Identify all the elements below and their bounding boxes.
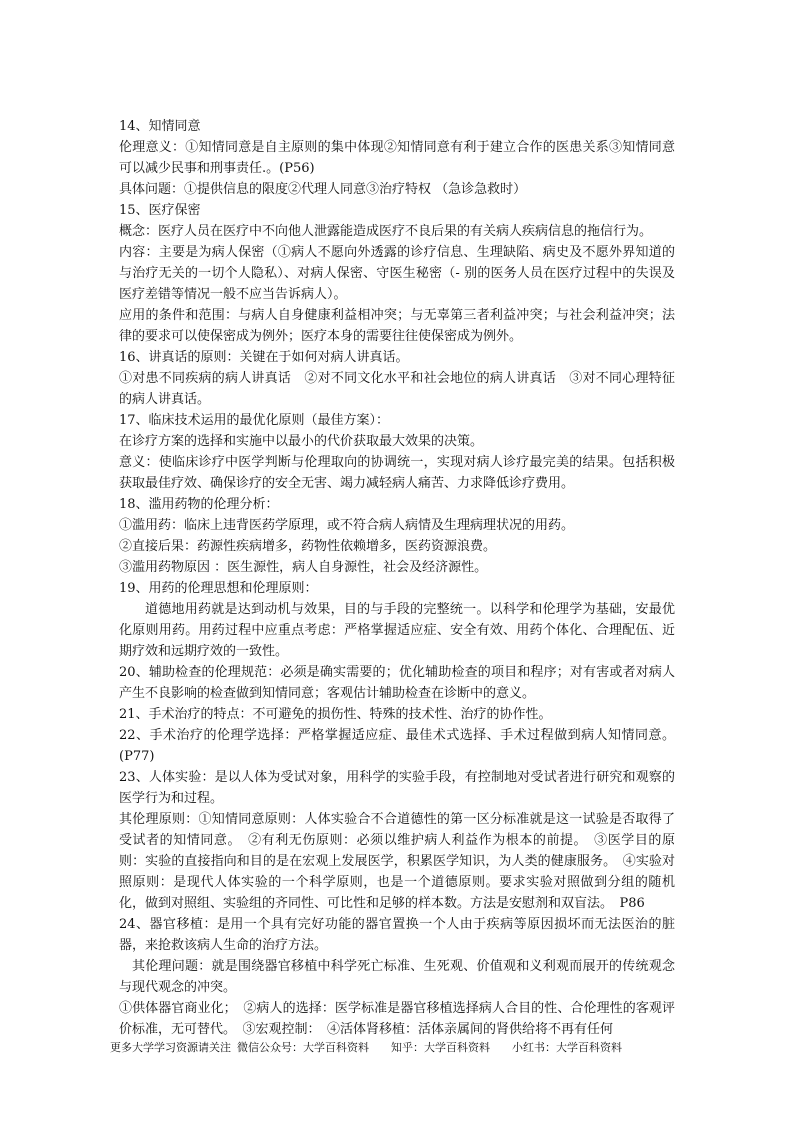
paragraph: 19、用药的伦理思想和伦理原则： [119, 581, 318, 596]
paragraph: 其伦理原则：①知情同意原则：人体实验合不合道德性的第一区分标准就是这一试验是否取得了受试者的知情同意。 ②有利无伤原则：必须以维护病人利益作为根本的前提。 ③医学目的原则：实验的直接指向和目的是在宏观上发展医学，积累医学知识，为人类的健康服务。 ④实验对照原则：是现代人体实验的一个科学原则，也是一个道德原则。要求实验对照做到分组的随机化，做到对照组、实验组的齐同性、可比性和足够的样本数。方法是安慰剂和双盲法。 P86 [119, 812, 675, 911]
paragraph: 20、辅助检查的伦理规范：必须是确实需要的；优化辅助检查的项目和程序；对有害或者对病人产生不良影响的检查做到知情同意；客观估计辅助检查在诊断中的意义。 [119, 665, 675, 701]
footer-zhihu-text: 知乎：大学百科资料 [391, 1041, 490, 1054]
paragraph: 21、手术治疗的特点：不可避免的损伤性、特殊的技术性、治疗的协作性。 [119, 707, 552, 722]
paragraph: 其伦理问题：就是围绕器官移植中科学死亡标准、生死观、价值观和义利观而展开的传统观念与现代观念的冲突。 [119, 959, 675, 995]
paragraph: ①对患不同疾病的病人讲真话 ②对不同文化水平和社会地位的病人讲真话 ③对不同心理特征的病人讲真话。 [119, 371, 675, 407]
paragraph: 16、讲真话的原则：关键在于如何对病人讲真话。 [119, 350, 409, 365]
paragraph: 概念：医疗人员在医疗中不向他人泄露能造成医疗不良后果的有关病人疾病信息的拖信行为。 [119, 224, 653, 239]
paragraph: 15、医疗保密 [119, 203, 201, 218]
paragraph: 23、人体实验：是以人体为受试对象，用科学的实验手段，有控制地对受试者进行研究和观察的医学行为和过程。 [119, 770, 675, 806]
paragraph: 17、临床技术运用的最优化原则（最佳方案）： [119, 413, 390, 428]
paragraph: ②直接后果：药源性疾病增多，药物性依赖增多，医药资源浪费。 [119, 539, 497, 554]
paragraph: 22、手术治疗的伦理学选择：严格掌握适应症、最佳术式选择、手术过程做到病人知情同意。(P77) [119, 728, 675, 764]
paragraph: 内容：主要是为病人保密（①病人不愿向外透露的诊疗信息、生理缺陷、病史及不愿外界知道的与治疗无关的一切个人隐私）、对病人保密、守医生秘密（- 别的医务人员在医疗过程中的失误及医疗差错等情况一般不应当告诉病人）。 [119, 245, 675, 302]
paragraph: 18、滥用药物的伦理分析： [119, 497, 279, 512]
paragraph: 意义：使临床诊疗中医学判断与伦理取向的协调统一，实现对病人诊疗最完美的结果。包括积极获取最佳疗效、确保诊疗的安全无害、竭力减轻病人痛苦、力求降低诊疗费用。 [119, 455, 675, 491]
page-footer [110, 1040, 690, 1056]
paragraph: ①供体器官商业化； ②病人的选择：医学标准是器官移植选择病人合目的性、合伦理性的客观评价标准，无可替代。 ③宏观控制： ④活体肾移植：活体亲属间的肾供给将不再有任何 [119, 1001, 675, 1037]
paragraph: 道德地用药就是达到动机与效果，目的与手段的完整统一。以科学和伦理学为基础，安最优化原则用药。用药过程中应重点考虑：严格掌握适应症、安全有效、用药个体化、合理配伍、近期疗效和远期疗效的一致性。 [119, 602, 675, 659]
paragraph: 具体问题：①提供信息的限度②代理人同意③治疗特权 （急诊急救时） [119, 182, 527, 197]
document-body [119, 116, 675, 1040]
paragraph: ③滥用药物原因 ：医生源性，病人自身源性，社会及经济源性。 [119, 560, 488, 575]
paragraph: 伦理意义：①知情同意是自主原则的集中体现②知情同意有利于建立合作的医患关系③知情同意可以减少民事和刑事责任.。(P56) [119, 140, 675, 176]
paragraph: 24、器官移植：是用一个具有完好功能的器官置换一个人由于疾病等原因损坏而无法医治的脏器，来抢救该病人生命的治疗方法。 [119, 917, 675, 953]
paragraph: ①滥用药：临床上违背医药学原理，或不符合病人病情及生理病理状况的用药。 [119, 518, 575, 533]
footer-xiaohongshu-text: 小红书：大学百科资料 [512, 1041, 622, 1054]
paragraph: 应用的条件和范围：与病人自身健康利益相冲突；与无辜第三者利益冲突；与社会利益冲突；法律的要求可以使保密成为例外；医疗本身的需要往往使保密成为例外。 [119, 308, 675, 344]
footer-wechat-text: 微信公众号：大学百科资料 [237, 1041, 369, 1054]
paragraph: 在诊疗方案的选择和实施中以最小的代价获取最大效果的决策。 [119, 434, 484, 449]
paragraph: 14、知情同意 [119, 119, 201, 134]
footer-promo-text: 更多大学学习资源请关注 [110, 1041, 231, 1054]
